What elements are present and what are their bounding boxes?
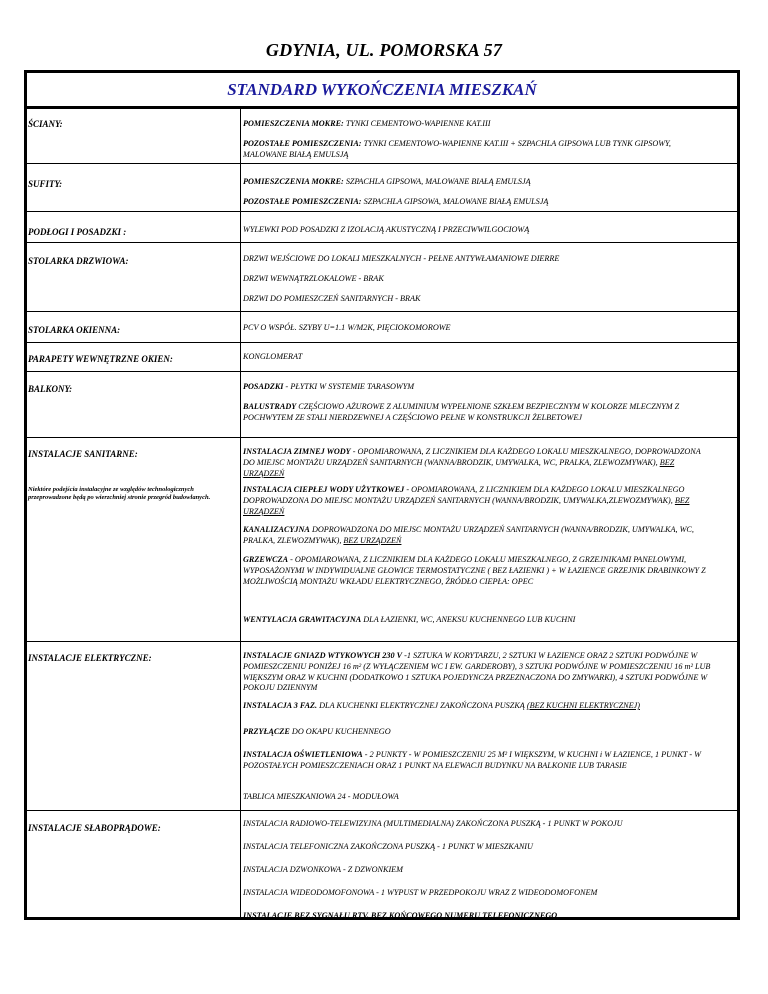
electrical-item-three-phase: INSTALACJA 3 FAZ. DLA KUCHENKI ELEKTRYCZNEJ ZAKOŃCZONA PUSZKĄ (BEZ KUCHNI ELEKTRYCZNEJ) [243, 701, 640, 710]
column-divider [240, 109, 241, 917]
balconies-item-railings: BALUSTRADY CZĘŚCIOWO AŻUROWE Z ALUMINIUM WYPEŁNIONE SZKŁEM BEZPIECZNYM W KOLORZE MLECZNYM Z POCHWYTEM ZE STALI NIERDZEWNEJ A CZĘŚCIOWO PEŁNE W KONSTRUKCJI ŻELBETOWEJ [243, 402, 680, 422]
floors-item: WYLEWKI POD POSADZKI Z IZOLACJĄ AKUSTYCZNĄ I PRZECIWWILGOCIOWĄ [243, 225, 530, 234]
category-low-voltage: INSTALACJE SŁABOPRĄDOWE: [28, 823, 161, 833]
standard-table [24, 70, 740, 920]
category-sills: PARAPETY WEWNĘTRZNE OKIEN: [28, 354, 173, 364]
electrical-item-sockets: INSTALACJE GNIAZD WTYKOWYCH 230 V -1 SZTUKA W KORYTARZU, 2 SZTUKI W ŁAZIENCE ORAZ 2 SZTUKI PODWÓJNE W POMIESZCZENIU PONIŻEJ 16 m² (Z WYŁĄCZENIEM WC I EW. GARDEROBY), 3 SZTUKI PODWÓJNE W POMIESZCZENIU 16 m² LUB WIĘKSZYM ORAZ W KUCHNI (DODATKOWO 1 SZTUKA POJEDYNCZA PRZEZNACZONA DO ZMYWARKI), 4 SZTUKI PODWÓJNE W POKOJU DZIENNYM [243, 651, 711, 693]
plumbing-item-hot-water: INSTALACJA CIEPŁEJ WODY UŻYTKOWEJ - OPOMIAROWANA, Z LICZNIKIEM DLA KAŻDEGO LOKALU MIESZKALNEGO DOPROWADZONA DO MIEJSC MONTAŻU URZĄDZEŃ SANITARNYCH (WANNA/BRODZIK, UMYWALKA,ZLEWOZMYWAK), BEZ URZĄDZEŃ [243, 485, 690, 516]
table-banner: STANDARD WYKOŃCZENIA MIESZKAŃ [27, 73, 737, 109]
category-ceilings: SUFITY: [28, 179, 63, 189]
plumbing-item-heating: GRZEWCZA - OPOMIAROWANA, Z LICZNIKIEM DLA KAŻDEGO LOKALU MIESZKALNEGO, Z GRZEJNIKAMI PANELOWYMI, WYPOSAŻONYMI W INDYWIDUALNE GŁOWICE TERMOSTATYCZNE ( BEZ ŁAZIENKI ) + W ŁAZIENCE GRZEJNIK DRABINKOWY Z MOŻLIWOŚCIĄ MONTAŻU WKŁADU ELEKTRYCZNEGO, ŹRÓDŁO CIEPŁA: OPEC [243, 555, 706, 586]
category-doors: STOLARKA DRZWIOWA: [28, 256, 129, 266]
row-divider [27, 810, 737, 811]
category-plumbing: INSTALACJE SANITARNE: [28, 449, 138, 459]
category-walls: ŚCIANY: [28, 119, 63, 129]
row-divider [27, 437, 737, 438]
row-divider [27, 211, 737, 212]
low-voltage-item-no-signal: INSTALACJE BEZ SYGNAŁU RTV, BEZ KOŃCOWEGO NUMERU TELEFONICZNEGO [243, 911, 558, 920]
doors-item-interior: DRZWI WEWNĄTRZLOKALOWE - BRAK [243, 274, 384, 283]
electrical-item-hood: PRZYŁĄCZE DO OKAPU KUCHENNEGO [243, 727, 391, 736]
sills-item: KONGLOMERAT [243, 352, 303, 361]
row-divider [27, 242, 737, 243]
category-electrical: INSTALACJE ELEKTRYCZNE: [28, 653, 152, 663]
category-balconies: BALKONY: [28, 384, 73, 394]
plumbing-item-cold-water: INSTALACJA ZIMNEJ WODY - OPOMIAROWANA, Z LICZNIKIEM DLA KAŻDEGO LOKALU MIESZKALNEGO, DOPROWADZONA DO MIEJSC MONTAŻU URZĄDZEŃ SANITARNYCH (WANNA/BRODZIK, UMYWALKA, WC, PRALKA, ZLEWOZMYWAK), BEZ URZĄDZEŃ [243, 447, 701, 478]
row-divider [27, 641, 737, 642]
row-divider [27, 163, 737, 164]
row-divider [27, 311, 737, 312]
walls-item-other: POZOSTAŁE POMIESZCZENIA: TYNKI CEMENTOWO-WAPIENNE KAT.III + SZPACHLA GIPSOWA LUB TYNK GIPSOWY, MALOWANE BIAŁĄ EMULSJĄ [243, 139, 671, 159]
balconies-item-floors: POSADZKI - PŁYTKI W SYSTEMIE TARASOWYM [243, 382, 415, 391]
plumbing-item-sewage: KANALIZACYJNA DOPROWADZONA DO MIEJSC MONTAŻU URZĄDZEŃ SANITARNYCH (WANNA/BRODZIK, UMYWALKA, WC, PRALKA, ZLEWOZMYWAK), BEZ URZĄDZEŃ [243, 525, 694, 545]
low-voltage-item-intercom: INSTALACJA WIDEODOMOFONOWA - 1 WYPUST W PRZEDPOKOJU WRAZ Z WIDEODOMOFONEM [243, 888, 598, 897]
walls-item-wet: POMIESZCZENIA MOKRE: TYNKI CEMENTOWO-WAPIENNE KAT.III [243, 119, 491, 128]
row-divider [27, 371, 737, 372]
doors-item-entrance: DRZWI WEJŚCIOWE DO LOKALI MIESZKALNYCH - PEŁNE ANTYWŁAMANIOWE DIERRE [243, 254, 560, 263]
electrical-item-lighting: INSTALACJA OŚWIETLENIOWA - 2 PUNKTY - W POMIESZCZENIU 25 M² I WIĘKSZYM, W KUCHNI i W ŁAZIENCE, 1 PUNKT - W POZOSTAŁYCH POMIESZCZENIACH ORAZ 1 PUNKT NA ELEWACJI BUDYNKU NA BALKONIE LUB TARASIE [243, 750, 701, 770]
electrical-item-panel: TABLICA MIESZKANIOWA 24 - MODUŁOWA [243, 792, 399, 801]
category-windows: STOLARKA OKIENNA: [28, 325, 121, 335]
plumbing-note: Niektóre podejścia instalacyjne ze względów technologicznych przeprowadzone będą po wierzchniej stronie przegród budowlanych. [28, 486, 211, 501]
windows-item: PCV O WSPÓŁ. SZYBY U=1.1 W/M2K, PIĘCIOKOMOROWE [243, 323, 451, 332]
low-voltage-item-phone: INSTALACJA TELEFONICZNA ZAKOŃCZONA PUSZKĄ - 1 PUNKT W MIESZKANIU [243, 842, 533, 851]
low-voltage-item-rtv: INSTALACJA RADIOWO-TELEWIZYJNA (MULTIMEDIALNA) ZAKOŃCZONA PUSZKĄ - 1 PUNKT W POKOJU [243, 819, 623, 828]
page-title: GDYNIA, UL. POMORSKA 57 [265, 40, 503, 60]
ceilings-item-other: POZOSTAŁE POMIESZCZENIA: SZPACHLA GIPSOWA, MALOWANE BIAŁĄ EMULSJĄ [243, 197, 549, 206]
plumbing-item-ventilation: WENTYLACJA GRAWITACYJNA DLA ŁAZIENKI, WC, ANEKSU KUCHENNEGO LUB KUCHNI [243, 615, 576, 624]
ceilings-item-wet: POMIESZCZENIA MOKRE: SZPACHLA GIPSOWA, MALOWANE BIAŁĄ EMULSJĄ [243, 177, 531, 186]
category-floors: PODŁOGI I POSADZKI : [28, 227, 127, 237]
row-divider [27, 342, 737, 343]
doors-item-sanitary: DRZWI DO POMIESZCZEŃ SANITARNYCH - BRAK [243, 294, 421, 303]
low-voltage-item-doorbell: INSTALACJA DZWONKOWA - Z DZWONKIEM [243, 865, 404, 874]
